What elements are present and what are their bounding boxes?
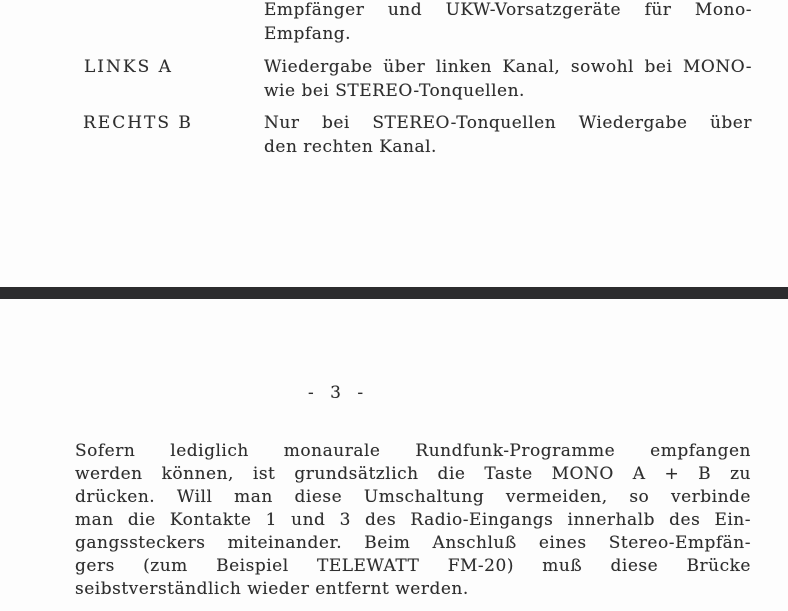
definition-rechts-b [264, 111, 752, 159]
paragraph-line: Sofern lediglich monaurale Rundfunk-Programme empfangen [75, 441, 751, 461]
definition-line: wie bei STEREO-Tonquellen. [264, 81, 525, 101]
intro-paragraph [264, 0, 752, 46]
intro-line-2: Empfang. [264, 24, 352, 44]
term-label-rechts-b: RECHTS B [83, 113, 193, 133]
paragraph-line: gers (zum Beispiel TELEWATT FM-20) muß diese Brücke [75, 556, 751, 576]
page-separator-bar [0, 287, 788, 299]
definition-line: Nur bei STEREO-Tonquellen Wiedergabe über [264, 113, 752, 133]
definition-links-a [264, 55, 752, 103]
paragraph-line: werden können, ist grundsätzlich die Taste MONO A + B zu [75, 464, 751, 484]
paragraph-line: drücken. Will man diese Umschaltung vermeiden, so verbinde [75, 487, 751, 507]
body-paragraph [75, 440, 751, 601]
paragraph-line: seibstverständlich wieder entfernt werden. [75, 579, 469, 599]
definition-line: den rechten Kanal. [264, 137, 437, 157]
page-number: - 3 - [308, 383, 365, 403]
paragraph-line: man die Kontakte 1 und 3 des Radio-Eingangs innerhalb des Ein- [75, 510, 751, 530]
paragraph-line: gangssteckers miteinander. Beim Anschluß eines Stereo-Empfän- [75, 533, 751, 553]
term-label-links-a: LINKS A [84, 57, 173, 77]
intro-line-1: Empfänger und UKW-Vorsatzgeräte für Mono- [264, 0, 752, 20]
definition-line: Wiedergabe über linken Kanal, sowohl bei MONO- [264, 57, 752, 77]
